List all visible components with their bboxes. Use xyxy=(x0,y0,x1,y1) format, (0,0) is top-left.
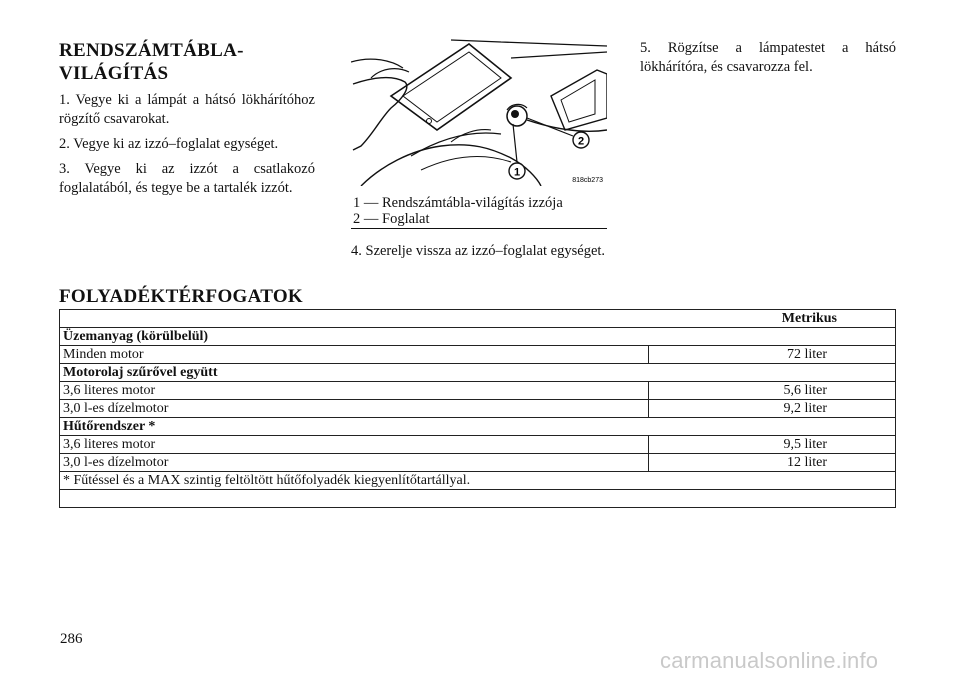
title-line-2: VILÁGÍTÁS xyxy=(59,63,169,84)
table-empty-row xyxy=(60,490,896,508)
callout-1-label: 1 xyxy=(513,166,521,179)
table-cell-value: 12 liter xyxy=(649,454,896,472)
caption-line-1: 1 — Rendszámtábla-világítás izzója xyxy=(353,195,563,211)
table-row xyxy=(60,454,896,472)
table-cell-value: 5,6 liter xyxy=(649,382,896,400)
table-cell-value: 9,5 liter xyxy=(649,436,896,454)
section-title-license-light xyxy=(59,39,319,85)
figure-code: 818cb273 xyxy=(572,177,603,184)
table-cell-label: 3,0 l-es dízelmotor xyxy=(60,400,649,418)
section-title-fluid-capacities: FOLYADÉKTÉRFOGATOK xyxy=(59,286,304,307)
table-row xyxy=(60,400,896,418)
table-row xyxy=(60,346,896,364)
figure-caption xyxy=(353,195,607,227)
fluid-capacities-table xyxy=(59,309,896,508)
table-footnote: * Fűtéssel és a MAX szintig feltöltött hűtőfolyadék kiegyenlítőtartállyal. xyxy=(60,472,896,490)
step-3: 3. Vegye ki az izzót a csatlakozó foglalatából, és tegye be a tartalék izzót. xyxy=(59,161,315,196)
table-header-row xyxy=(60,310,896,328)
table-footnote-row xyxy=(60,472,896,490)
table-row xyxy=(60,328,896,346)
table-row xyxy=(60,364,896,382)
caption-rule xyxy=(351,228,607,229)
step-4: 4. Szerelje vissza az izzó–foglalat egységet. xyxy=(351,243,606,259)
table-group-heading: Motorolaj szűrővel együtt xyxy=(60,364,896,382)
step-1: 1. Vegye ki a lámpát a hátsó lökhárítóhoz rögzítő csavarokat. xyxy=(59,92,315,127)
step-2: 2. Vegye ki az izzó–foglalat egységet. xyxy=(59,136,279,152)
table-cell-label: 3,0 l-es dízelmotor xyxy=(60,454,649,472)
table-row xyxy=(60,418,896,436)
caption-line-2: 2 — Foglalat xyxy=(353,211,430,227)
table-cell-value: 9,2 liter xyxy=(649,400,896,418)
table-empty-cell xyxy=(60,490,896,508)
title-line-1: RENDSZÁMTÁBLA- xyxy=(59,40,244,61)
table-cell-value: 72 liter xyxy=(649,346,896,364)
table-group-heading: Üzemanyag (körülbelül) xyxy=(60,328,896,346)
watermark-text: carmanualsonline.info xyxy=(660,648,879,673)
unit-header: Metrikus xyxy=(60,310,896,328)
license-lamp-illustration xyxy=(351,38,607,186)
table-cell-label: 3,6 literes motor xyxy=(60,382,649,400)
callout-2-label: 2 xyxy=(577,135,585,148)
page-number: 286 xyxy=(60,631,83,647)
table-group-heading: Hűtőrendszer * xyxy=(60,418,896,436)
table-row xyxy=(60,382,896,400)
step-5: 5. Rögzítse a lámpatestet a hátsó lökhárítóra, és csavarozza fel. xyxy=(640,40,896,75)
table-row xyxy=(60,436,896,454)
table-cell-label: Minden motor xyxy=(60,346,649,364)
table-cell-label: 3,6 literes motor xyxy=(60,436,649,454)
